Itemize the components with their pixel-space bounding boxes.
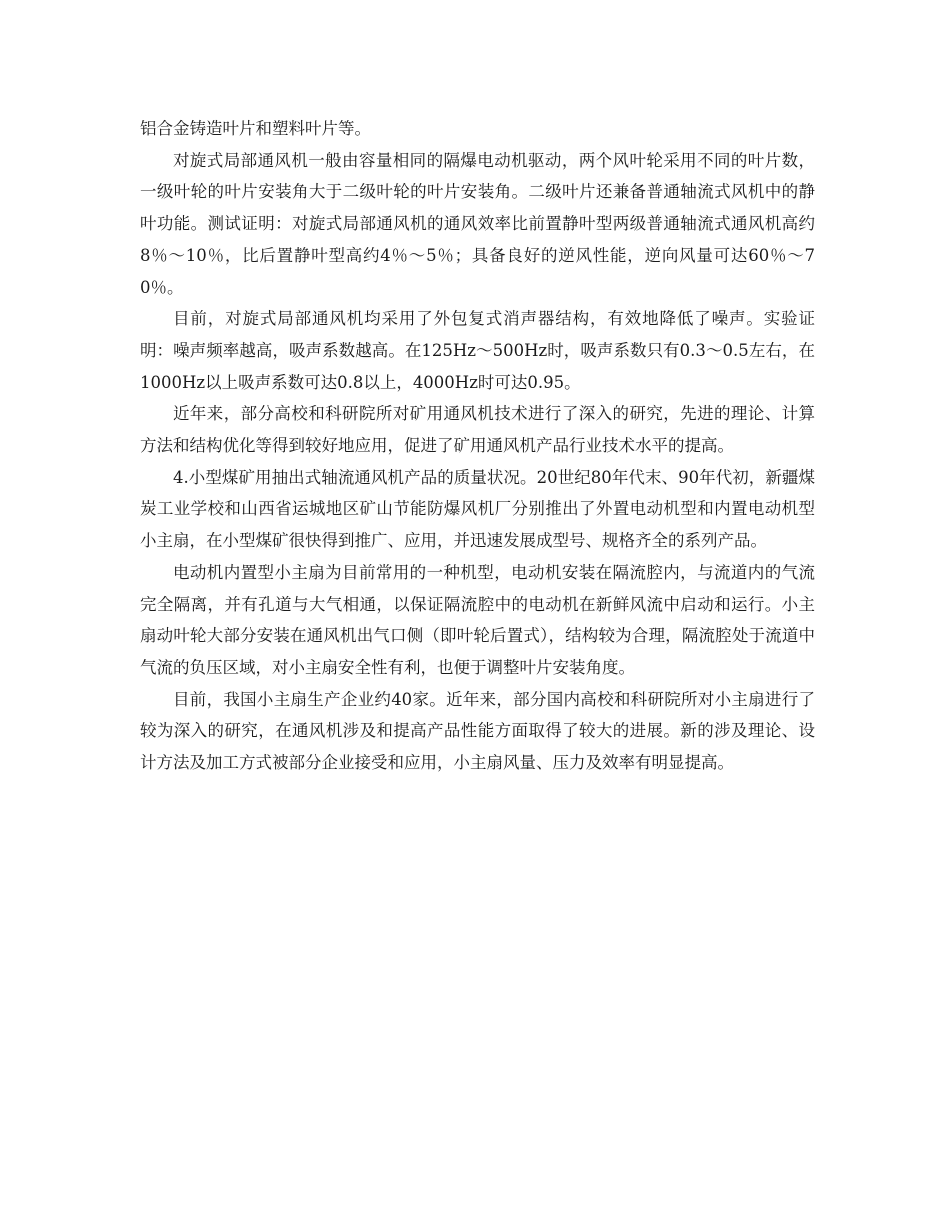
paragraph-6: 电动机内置型小主扇为目前常用的一种机型，电动机安装在隔流腔内，与流道内的气流完全隔离，并有孔道与大气相通，以保证隔流腔中的电动机在新鲜风流中启动和运行。小主扇动叶轮大部分安装在通风机出气口侧（即叶轮后置式），结构较为合理，隔流腔处于流道中气流的负压区域，对小主扇安全性有利，也便于调整叶片安装角度。 [140, 562, 815, 677]
paragraph-2: 对旋式局部通风机一般由容量相同的隔爆电动机驱动，两个风叶轮采用不同的叶片数，一级叶轮的叶片安装角大于二级叶轮的叶片安装角。二级叶片还兼备普通轴流式风机中的静叶功能。测试证明：对旋式局部通风机的通风效率比前置静叶型两级普通轴流式通风机高约8％～10％，比后置静叶型高约4％～5％；具备良好的逆风性能，逆向风量可达60％～70％。 [140, 150, 815, 297]
paragraph-3: 目前，对旋式局部通风机均采用了外包复式消声器结构，有效地降低了噪声。实验证明：噪声频率越高，吸声系数越高。在125Hz～500Hz时，吸声系数只有0.3～0.5左右，在1000Hz以上吸声系数可达0.8以上，4000Hz时可达0.95。 [140, 309, 815, 392]
paragraph-7: 目前，我国小主扇生产企业约40家。近年来，部分国内高校和科研院所对小主扇进行了较为深入的研究，在通风机涉及和提高产品性能方面取得了较大的进展。新的涉及理论、设计方法及加工方式被部分企业接受和应用，小主扇风量、压力及效率有明显提高。 [140, 689, 815, 773]
paragraph-5: 4.小型煤矿用抽出式轴流通风机产品的质量状况。20世纪80年代末、90年代初，新疆煤炭工业学校和山西省运城地区矿山节能防爆风机厂分别推出了外置电动机型和内置电动机型小主扇，在小型煤矿很快得到推广、应用，并迅速发展成型号、规格齐全的系列产品。 [140, 467, 815, 551]
paragraph-1: 铝合金铸造叶片和塑料叶片等。 [140, 119, 371, 138]
document-body [140, 113, 815, 779]
paragraph-4: 近年来，部分高校和科研院所对矿用通风机技术进行了深入的研究，先进的理论、计算方法和结构优化等得到较好地应用，促进了矿用通风机产品行业技术水平的提高。 [140, 404, 815, 456]
